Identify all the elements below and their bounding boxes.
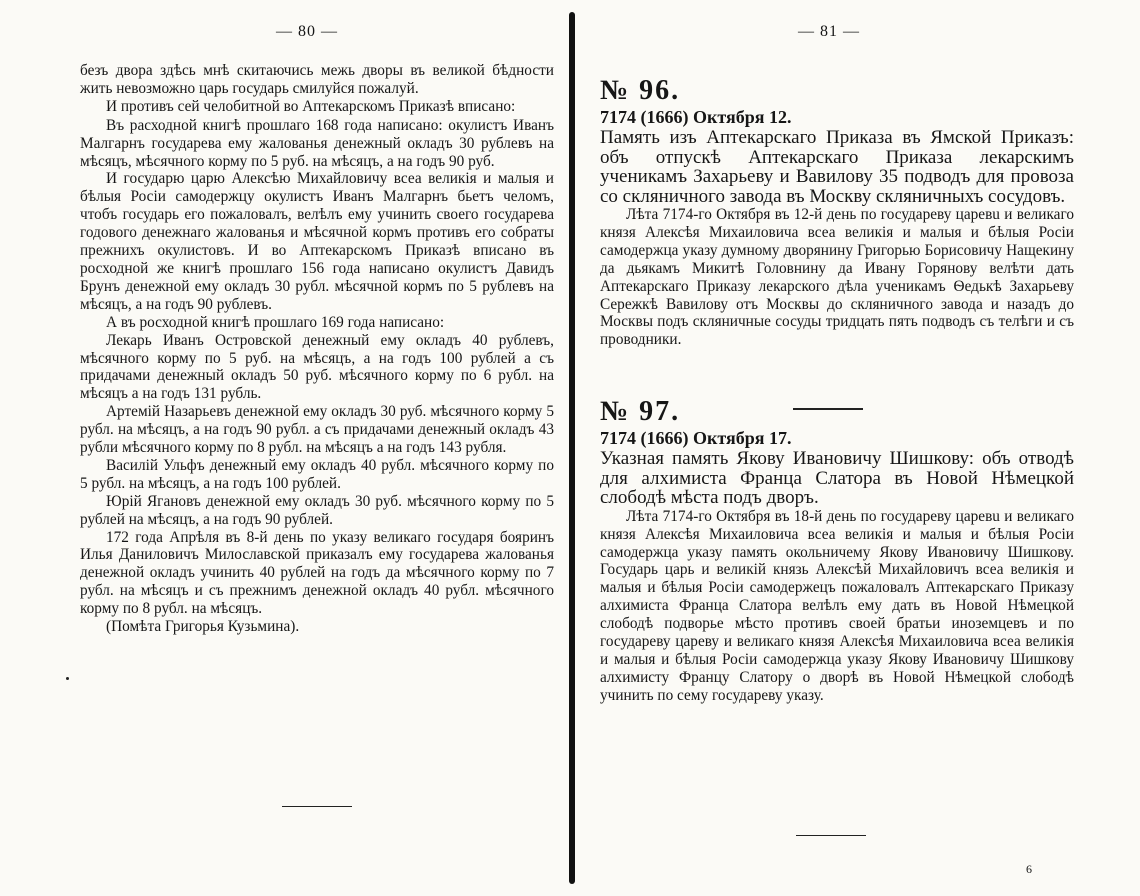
document-date: 7174 (1666) Октября 17. — [600, 428, 792, 449]
right-text-column — [600, 76, 1074, 705]
document-number: № 97. — [600, 396, 681, 428]
end-rule — [796, 835, 866, 836]
document-title: Указная память Якову Ивановичу Шишкову: объ отводѣ для алхимиста Франца Слатора въ Новой Нѣмецкой слободѣ мѣста подъ дворъ. — [600, 448, 1074, 509]
paragraph: И государю царю Алексѣю Михайловичу всеа великія и малыя и бѣлыя Росіи самодержцу окулистъ Иванъ Малгарнъ бьетъ челомъ, чтобъ государь его пожаловалъ, велѣлъ ему учинить своего государева годового денежнаго жалованья и мѣсячной кормъ противъ его собраты прежнихъ окулистовъ. И во Аптекарскомъ Приказѣ вписано въ росходной же книгѣ прошлаго 156 года написано окулистъ Давидъ Брунъ денежной ему окладъ 30 рубл. мѣсячной кормъ по 5 рублевъ на мѣсяцъ, а на годъ 90 рублевъ. — [80, 170, 554, 313]
left-page — [0, 0, 567, 896]
paragraph: 172 года Апрѣля въ 8-й день по указу великаго государя бояринъ Илья Даниловичъ Милославской приказалъ ему государева жалованья денежной окладъ учинить 40 рублей на годъ да мѣсячного корму по 7 рубл. на мѣсяцъ и съ прежнимъ денежной окладъ 40 рубл. мѣсячного корму по 8 рубл. на мѣсяцъ. — [80, 528, 554, 618]
paragraph: А въ росходной книгѣ прошлаго 169 года написано: — [106, 313, 445, 331]
paragraph: Лекарь Иванъ Островской денежный ему окладъ 40 рублевъ, мѣсячного корму по 5 руб. на мѣсяцъ, а на годъ 100 рублей а съ придачами денежный окладъ 50 руб. мѣсячного корму по 6 рубл. на мѣсяцъ а на годъ 131 рубль. — [80, 331, 554, 403]
document-body: Лѣта 7174-го Октября въ 18-й день по государеву царевu и великаго князя Алексѣя Михаиловича всеа великія и малыя и бѣлыя Росіи самодержца указу память окольничему Якову Ивановичу Шишкову. Государь царь и великій князь Алексѣй Михайловичъ всеа великія и малыя и бѣлыя Росіи самодержецъ пожаловалъ Аптекарскаго Приказу алхимиста Франца Слатора велѣлъ ему дать въ Новой Нѣмецкой слободѣ подворье мѣсто противъ своей братьи иноземцевъ и по государеву цареву и великаго князя Алексѣя Михаиловича всеа великія и малыя и бѣлыя Росіи самодержца указу Якову Ивановичу Шишкову алхимисту Францу Слатору о дворѣ въ Новой Нѣмецкой слободѣ учинить по сему государеву указу. — [600, 507, 1074, 704]
paragraph: (Помѣта Григорья Кузьмина). — [106, 618, 300, 636]
document-title: Память изъ Аптекарскаго Приказа въ Ямской Приказъ: объ отпускѣ Аптекарскаго Приказа лекарскимъ ученикамъ Захарьеву и Вавилову 35 подводъ для провоза со скляничного завода въ Москву скляничныхъ сосудовъ. — [600, 127, 1074, 207]
book-gutter — [569, 12, 575, 884]
margin-mark — [66, 677, 69, 680]
document-97 — [600, 397, 1074, 704]
section-divider — [793, 408, 863, 410]
document-date: 7174 (1666) Октября 12. — [600, 107, 792, 127]
paragraph: И противъ сей челобитной во Аптекарскомъ Приказѣ вписано: — [106, 97, 516, 115]
paragraph: Юрій Ягановъ денежной ему окладъ 30 руб. мѣсячного корму по 5 рублей на мѣсяцъ, а на годъ 90 рублей. — [80, 492, 554, 528]
paragraph: Въ расходной книгѣ прошлаго 168 года написано: окулистъ Иванъ Малгарнъ государева ему жалованья денежный окладъ 30 рублевъ на мѣсяцъ, мѣсячного корму по 5 руб. на мѣсяцъ, а на годъ 90 руб. — [80, 116, 554, 170]
page-number: — 80 — — [276, 23, 338, 40]
end-rule — [282, 806, 352, 807]
left-text-column — [80, 62, 554, 636]
paragraph: безъ двора здѣсь мнѣ скитаючись межь дворы въ великой бѣдности жить невозможно царь государь смилуйся пожалуй. — [80, 62, 554, 97]
paragraph: Василій Ульфъ денежный ему окладъ 40 рубл. мѣсячного корму по 5 рубл. на мѣсяцъ, а на годъ 100 рублей. — [80, 456, 554, 492]
paragraph: Артемій Назарьевъ денежной ему окладъ 30 руб. мѣсячного корму 5 рубл. на мѣсяцъ, а на годъ 90 рубл. а съ придачами денежный окладъ 43 рубли мѣсячного корму по 8 рубл. на мѣсяцъ а на годъ 143 рубля. — [80, 403, 554, 457]
document-number: № 96. — [600, 75, 681, 106]
page-number: — 81 — — [798, 23, 860, 40]
document-body: Лѣта 7174-го Октября въ 12-й день по государеву царевu и великаго князя Алексѣя Михаиловича всеа великія и малыя и бѣлыя Росіи самодержца указу думному дворянину Григорью Борисовичу Нащекину да дьякамъ Микитѣ Головнину да Ивану Горянову велѣти дать Аптекарскаго Приказу лекарского дѣла ученикамъ Ѳедькѣ Захарьеву Сережкѣ Вавилову отъ Москвы до скляничного завода и назадъ до Москвы подъ скляничные сосуды тридцать пять подводъ съ телѣги и съ проводники. — [600, 206, 1074, 349]
right-page — [578, 0, 1140, 896]
document-96 — [600, 76, 1074, 349]
signature-mark: 6 — [1026, 862, 1032, 876]
